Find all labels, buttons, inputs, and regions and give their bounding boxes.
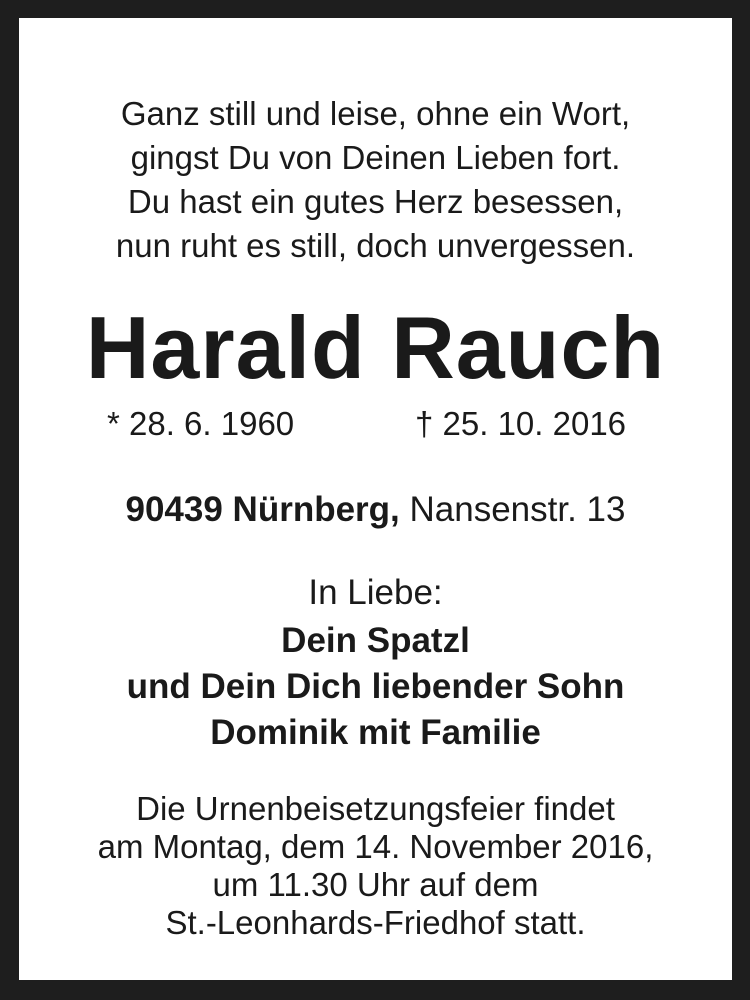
signer-line: Dein Spatzl xyxy=(281,621,470,660)
address-street: Nansenstr. 13 xyxy=(399,490,626,529)
poem-line: nun ruht es still, doch unvergessen. xyxy=(115,227,636,264)
poem-line: gingst Du von Deinen Lieben fort. xyxy=(130,139,621,176)
address-city: 90439 Nürnberg, xyxy=(125,490,400,529)
signers xyxy=(19,618,732,756)
ceremony-line: St.-Leonhards-Friedhof statt. xyxy=(165,904,586,941)
ceremony-info xyxy=(19,790,732,942)
address xyxy=(19,488,732,532)
death-date: † 25. 10. 2016 xyxy=(415,405,627,442)
ceremony-line: um 11.30 Uhr auf dem xyxy=(212,866,539,903)
signer-line: Dominik mit Familie xyxy=(210,713,541,752)
ceremony-line: am Montag, dem 14. November 2016, xyxy=(97,828,654,865)
in-love-label: In Liebe: xyxy=(308,573,443,612)
poem-line: Ganz still und leise, ohne ein Wort, xyxy=(120,95,631,132)
ceremony-line: Die Urnenbeisetzungsfeier findet xyxy=(136,790,615,827)
poem-line: Du hast ein gutes Herz besessen, xyxy=(127,183,624,220)
poem xyxy=(19,92,732,268)
birth-date: * 28. 6. 1960 xyxy=(107,405,295,442)
deceased-name: Harald Rauch xyxy=(85,298,666,397)
signer-line: und Dein Dich liebender Sohn xyxy=(126,667,625,706)
